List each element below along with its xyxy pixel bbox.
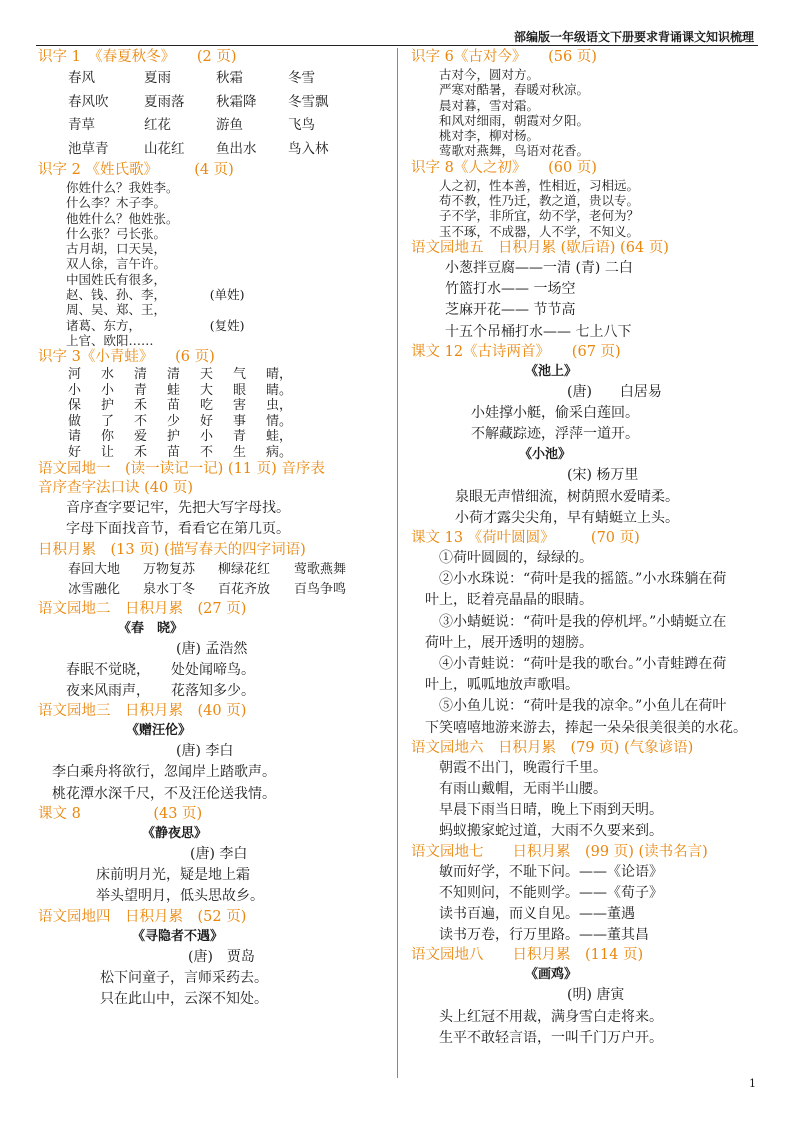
grid-cell: 小 xyxy=(68,382,82,398)
grid-cell: 夏雨落 xyxy=(144,93,185,110)
poem-author: (宋) 杨万里 xyxy=(567,467,639,484)
text-line: 严寒对酷暑，春暖对秋凉。 xyxy=(439,82,590,98)
grid-cell: 清 xyxy=(134,367,148,383)
grid-cell: 吃 xyxy=(200,398,214,414)
grid-cell: 苗 xyxy=(167,444,181,460)
grid-cell: 夏雨 xyxy=(144,70,171,86)
poem-body xyxy=(38,865,388,907)
text-line: 蚂蚁搬家蛇过道，大雨不久要来到。 xyxy=(439,823,663,840)
poem-body xyxy=(411,403,766,445)
grid-cell: 水 xyxy=(101,367,115,383)
header-rule xyxy=(36,45,758,46)
text-block xyxy=(411,758,766,843)
section-heading: 识字 2 《姓氏歌》 (4 页) xyxy=(38,162,234,178)
text-line: 下笑嘻嘻地游来游去，捧起一朵朵很美很美的水花。 xyxy=(425,719,747,736)
poem-title: 《寻隐者不遇》 xyxy=(132,928,224,944)
text-line: ①荷叶圆圆的，绿绿的。 xyxy=(425,550,593,566)
grid-cell: 冬雪飘 xyxy=(288,93,329,110)
section-heading: 识字 1 《春夏秋冬》 (2 页) xyxy=(38,49,237,65)
text-line: 赵、钱、孙、李， (单姓) xyxy=(66,287,245,303)
text-line: 不知则问，不能则学。——《荀子》 xyxy=(439,884,663,901)
text-block xyxy=(411,862,766,947)
grid-cell: 秋霜降 xyxy=(216,93,257,110)
poem-body xyxy=(38,968,388,1010)
section-heading: 语文园地三 日积月累 (40 页) xyxy=(38,703,247,720)
text-line: 玉不琢，不成器，人不学，不知义。 xyxy=(439,223,640,239)
grid-cell: 爱 xyxy=(134,429,148,445)
text-block xyxy=(411,548,766,739)
grid-cell: 青 xyxy=(233,429,247,445)
grid-cell: 百鸟争鸣 xyxy=(294,581,347,597)
text-line: 生平不敢轻言语，一叫千门万户开。 xyxy=(439,1029,663,1046)
text-line: 朝霞不出门，晚霞行千里。 xyxy=(439,759,607,776)
word-grid xyxy=(38,560,388,600)
text-line: 字母下面找音节，看看它在第几页。 xyxy=(66,521,290,538)
grid-cell: 天 xyxy=(200,367,214,383)
grid-cell: 虫， xyxy=(266,398,293,414)
grid-cell: 春回大地 xyxy=(68,561,121,577)
section-heading: 课文 13 《荷叶圆圆》 (70 页) xyxy=(411,530,640,546)
text-line: 只在此山中，云深不知处。 xyxy=(100,990,268,1007)
grid-cell: 了 xyxy=(101,413,115,429)
grid-cell: 万物复苏 xyxy=(143,561,196,577)
section-heading: 识字 8《人之初》 (60 页) xyxy=(411,159,597,176)
grid-cell: 晴， xyxy=(266,367,293,383)
text-line: 和风对细雨，朝霞对夕阳。 xyxy=(439,112,590,128)
text-line: 叶上，眨着亮晶晶的眼睛。 xyxy=(425,592,593,609)
grid-cell: 眼 xyxy=(233,382,247,398)
poem-author: (唐) 白居易 xyxy=(567,383,662,400)
grid-cell: 红花 xyxy=(144,117,171,133)
poem-body xyxy=(38,660,388,702)
grid-cell: 百花齐放 xyxy=(218,581,271,597)
text-line: ②小水珠说：“荷叶是我的摇篮。”小水珠躺在荷 xyxy=(425,571,727,588)
poem-author: (唐) 李白 xyxy=(190,845,248,862)
text-line: 桃花潭水深千尺，不及汪伦送我情。 xyxy=(52,785,276,802)
grid-cell: 气 xyxy=(233,367,247,383)
section-heading: 语文园地六 日积月累 (79 页) (气象谚语) xyxy=(411,739,694,756)
grid-cell: 冰雪融化 xyxy=(68,581,121,597)
grid-cell: 睛。 xyxy=(266,382,293,398)
text-line: 古月胡，口天吴， xyxy=(66,241,167,257)
text-line: 早晨下雨当日晴，晚上下雨到天明。 xyxy=(439,802,663,819)
section-heading: 语文园地五 日积月累 (歇后语) (64 页) xyxy=(411,239,669,256)
text-line: 诸葛、东方， (复姓) xyxy=(66,317,245,333)
text-line: 桃对李，柳对杨。 xyxy=(439,128,540,144)
grid-cell: 泉水丁冬 xyxy=(143,581,196,597)
text-line: 你姓什么？我姓李。 xyxy=(66,180,179,195)
grid-cell: 害 xyxy=(233,398,247,414)
text-line: ④小青蛙说：“荷叶是我的歌台。”小青蛙蹲在荷 xyxy=(425,656,727,673)
grid-cell: 禾 xyxy=(134,398,148,414)
grid-cell: 护 xyxy=(101,398,115,414)
text-line: 小娃撑小艇，偷采白莲回。 xyxy=(471,404,639,421)
text-block xyxy=(38,180,388,348)
text-line: 头上红冠不用裁，满身雪白走将来。 xyxy=(439,1008,663,1025)
grid-cell: 好 xyxy=(200,413,214,429)
text-line: 读书万卷，行万里路。——董其昌 xyxy=(439,927,649,944)
text-line: 莺歌对燕舞，鸟语对花香。 xyxy=(439,143,590,159)
text-line: 李白乘舟将欲行，忽闻岸上踏歌声。 xyxy=(52,764,276,781)
section-heading: 日积月累 (13 页) (描写春天的四字词语) xyxy=(38,541,306,558)
grid-cell: 小 xyxy=(101,382,115,398)
grid-cell: 护 xyxy=(167,429,181,445)
grid-cell: 好 xyxy=(68,444,82,460)
page-number: 1 xyxy=(749,1077,756,1090)
text-block xyxy=(38,498,388,540)
poem-title: 《池上》 xyxy=(525,363,578,379)
grid-cell: 少 xyxy=(167,413,181,429)
text-line: 有雨山戴帽，无雨半山腰。 xyxy=(439,781,607,798)
grid-cell: 清 xyxy=(167,367,181,383)
text-line: 古对今，圆对方。 xyxy=(439,67,540,82)
grid-cell: 青草 xyxy=(68,117,95,133)
text-block xyxy=(411,178,766,239)
text-line: 敏而好学，不耻下问。——《论语》 xyxy=(439,863,663,880)
grid-cell: 苗 xyxy=(167,398,181,414)
grid-cell: 不 xyxy=(134,413,148,429)
section-heading: 音序查字法口诀 (40 页) xyxy=(38,480,193,497)
grid-cell: 小 xyxy=(200,429,214,445)
text-line: 什么张？弓长张。 xyxy=(66,225,167,241)
text-line: 竹篮打水—— 一场空 xyxy=(445,281,576,298)
grid-cell: 做 xyxy=(68,413,82,429)
grid-cell: 池草青 xyxy=(68,140,109,157)
text-line: 十五个吊桶打水—— 七上八下 xyxy=(445,323,632,340)
grid-cell: 让 xyxy=(101,444,115,460)
text-line: 人之初，性本善，性相近，习相远。 xyxy=(439,177,640,193)
text-line: 小荷才露尖尖角，早有蜻蜓立上头。 xyxy=(455,509,679,526)
poem-title: 《小池》 xyxy=(519,447,572,463)
poem-body xyxy=(411,487,766,529)
grid-cell: 蛙， xyxy=(266,429,293,445)
text-line: 松下问童子，言师采药去。 xyxy=(100,969,268,986)
text-line: 不解藏踪迹，浮萍一道开。 xyxy=(471,426,639,443)
grid-cell: 青 xyxy=(134,382,148,398)
text-line: 读书百遍，而义自见。——董遇 xyxy=(439,906,635,923)
grid-cell: 春风 xyxy=(68,70,95,86)
text-line: 床前明月光，疑是地上霜 xyxy=(96,867,250,884)
text-line: 音序查字要记牢，先把大写字母找。 xyxy=(66,500,290,517)
char-grid xyxy=(38,367,388,460)
grid-cell: 莺歌燕舞 xyxy=(294,561,347,577)
grid-cell: 病。 xyxy=(266,444,293,460)
poem-title: 《静夜思》 xyxy=(142,825,208,841)
poem-author: (唐) 贾岛 xyxy=(188,948,255,965)
text-line: 周、吴、郑、王， xyxy=(66,302,167,318)
grid-cell: 冬雪 xyxy=(288,70,315,86)
column-divider xyxy=(397,48,398,1078)
text-block xyxy=(411,67,766,159)
grid-cell: 柳绿花红 xyxy=(218,561,271,577)
text-line: 小葱拌豆腐——一清 (青) 二白 xyxy=(445,259,633,276)
section-heading: 语文园地一 (读一读记一记) (11 页) 音序表 xyxy=(38,461,325,478)
text-line: 他姓什么？他姓张。 xyxy=(66,210,179,226)
grid-cell: 鱼出水 xyxy=(216,140,257,157)
poem-author: (唐) 孟浩然 xyxy=(176,640,248,657)
text-line: 晨对暮，雪对霜。 xyxy=(439,97,540,113)
text-line: 子不学，非所宜，幼不学，老何为？ xyxy=(439,208,640,224)
grid-cell: 生 xyxy=(233,444,247,460)
text-line: 芝麻开花—— 节节高 xyxy=(445,302,576,319)
text-line: 中国姓氏有很多， xyxy=(66,271,167,287)
text-line: 什么李？木子李。 xyxy=(66,195,167,211)
section-heading: 语文园地七 日积月累 (99 页) (读书名言) xyxy=(411,843,708,860)
text-line: 叶上，呱呱地放声歌唱。 xyxy=(425,677,579,694)
page-header: 部编版一年级语文下册要求背诵课文知识梳理 xyxy=(513,30,754,44)
poem-author: (明) 唐寅 xyxy=(567,987,625,1004)
right-column xyxy=(411,48,766,1049)
section-heading: 课文 8 (43 页) xyxy=(38,805,203,822)
grid-cell: 请 xyxy=(68,429,82,445)
poem-body xyxy=(38,762,388,804)
section-heading: 语文园地二 日积月累 (27 页) xyxy=(38,600,247,617)
grid-cell: 你 xyxy=(101,429,115,445)
grid-cell: 河 xyxy=(68,367,82,383)
grid-cell: 鸟入林 xyxy=(288,140,329,157)
grid-cell: 飞鸟 xyxy=(288,117,315,133)
grid-cell: 蛙 xyxy=(167,382,181,398)
text-line: ③小蜻蜓说：“荷叶是我的停机坪。”小蜻蜓立在 xyxy=(425,613,727,630)
text-line: 荷叶上，展开透明的翅膀。 xyxy=(425,634,593,651)
text-line: 双人徐，言午许。 xyxy=(66,256,167,272)
grid-cell: 游鱼 xyxy=(216,117,243,133)
grid-cell: 禾 xyxy=(134,444,148,460)
word-grid xyxy=(38,67,388,161)
text-line: ⑤小鱼儿说：“荷叶是我的凉伞。”小鱼儿在荷叶 xyxy=(425,698,727,715)
grid-cell: 大 xyxy=(200,382,214,398)
grid-cell: 春风吹 xyxy=(68,93,109,110)
poem-title: 《春 晓》 xyxy=(118,620,184,636)
grid-cell: 山花红 xyxy=(144,140,185,157)
text-line: 上官、欧阳…… xyxy=(66,332,154,348)
section-heading: 识字 6《古对今》 (56 页) xyxy=(411,49,597,65)
grid-cell: 秋霜 xyxy=(216,70,243,86)
section-heading: 语文园地四 日积月累 (52 页) xyxy=(38,908,247,925)
grid-cell: 情。 xyxy=(266,413,293,429)
text-line: 春眠不觉晓， 处处闻啼鸟。 xyxy=(66,661,255,678)
left-column xyxy=(38,48,388,1010)
text-block xyxy=(411,258,766,343)
text-line: 举头望明月，低头思故乡。 xyxy=(96,888,264,905)
section-heading: 语文园地八 日积月累 (114 页) xyxy=(411,947,644,964)
poem-author: (唐) 李白 xyxy=(176,743,234,760)
section-heading: 识字 3《小青蛙》 (6 页) xyxy=(38,349,215,366)
grid-cell: 不 xyxy=(200,444,214,460)
poem-body xyxy=(411,1007,766,1049)
section-heading: 课文 12《古诗两首》 (67 页) xyxy=(411,343,621,360)
text-line: 苟不教，性乃迁，教之道，贵以专。 xyxy=(439,193,640,209)
grid-cell: 事 xyxy=(233,413,247,429)
poem-title: 《画鸡》 xyxy=(525,967,578,983)
text-line: 夜来风雨声， 花落知多少。 xyxy=(66,683,255,700)
grid-cell: 保 xyxy=(68,398,82,414)
text-line: 泉眼无声惜细流，树荫照水爱晴柔。 xyxy=(455,488,679,505)
poem-title: 《赠汪伦》 xyxy=(126,723,192,739)
